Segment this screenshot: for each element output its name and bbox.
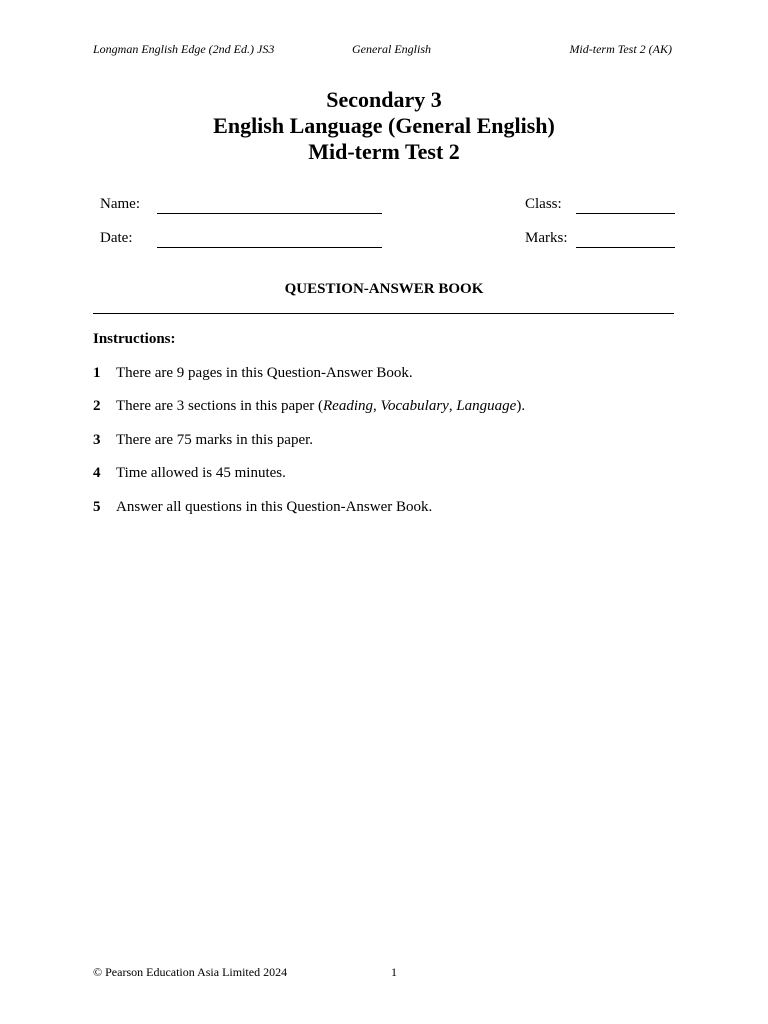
header-center: General English bbox=[352, 42, 431, 56]
separator: , bbox=[448, 398, 457, 414]
instruction-number: 5 bbox=[93, 499, 101, 515]
marks-field[interactable] bbox=[576, 247, 675, 248]
instruction-number: 1 bbox=[93, 365, 101, 381]
title-line-2: English Language (General English) bbox=[213, 113, 555, 138]
instruction-number: 4 bbox=[93, 465, 101, 481]
title-line-3: Mid-term Test 2 bbox=[308, 139, 460, 164]
separator: , bbox=[373, 398, 381, 414]
instruction-suffix: ). bbox=[516, 398, 526, 414]
name-field[interactable] bbox=[157, 213, 382, 214]
page-number: 1 bbox=[391, 965, 397, 979]
section-reading: Reading bbox=[323, 398, 374, 414]
header-right: Mid-term Test 2 (AK) bbox=[569, 42, 672, 56]
instruction-text: Answer all questions in this Question-Answer Book. bbox=[116, 499, 433, 515]
class-label: Class: bbox=[525, 196, 562, 212]
section-language: Language bbox=[456, 398, 517, 414]
instruction-number: 3 bbox=[93, 432, 101, 448]
name-label: Name: bbox=[100, 196, 140, 212]
book-title: QUESTION-ANSWER BOOK bbox=[284, 281, 484, 297]
class-field[interactable] bbox=[576, 213, 675, 214]
date-label: Date: bbox=[100, 230, 133, 246]
footer-copyright: © Pearson Education Asia Limited 2024 bbox=[93, 965, 288, 979]
instruction-text: There are 9 pages in this Question-Answer Book. bbox=[116, 365, 413, 381]
divider bbox=[93, 313, 674, 314]
instruction-text bbox=[116, 398, 525, 415]
instruction-text: There are 75 marks in this paper. bbox=[116, 432, 314, 448]
header-left: Longman English Edge (2nd Ed.) JS3 bbox=[93, 42, 275, 56]
title-line-1: Secondary 3 bbox=[326, 87, 442, 112]
section-vocabulary: Vocabulary bbox=[380, 398, 449, 414]
instruction-number: 2 bbox=[93, 398, 101, 414]
marks-label: Marks: bbox=[525, 230, 568, 246]
instruction-prefix: There are 3 sections in this paper ( bbox=[116, 398, 324, 414]
instructions-heading: Instructions: bbox=[93, 331, 176, 347]
instruction-text: Time allowed is 45 minutes. bbox=[116, 465, 286, 481]
page-title bbox=[0, 87, 768, 165]
date-field[interactable] bbox=[157, 247, 382, 248]
